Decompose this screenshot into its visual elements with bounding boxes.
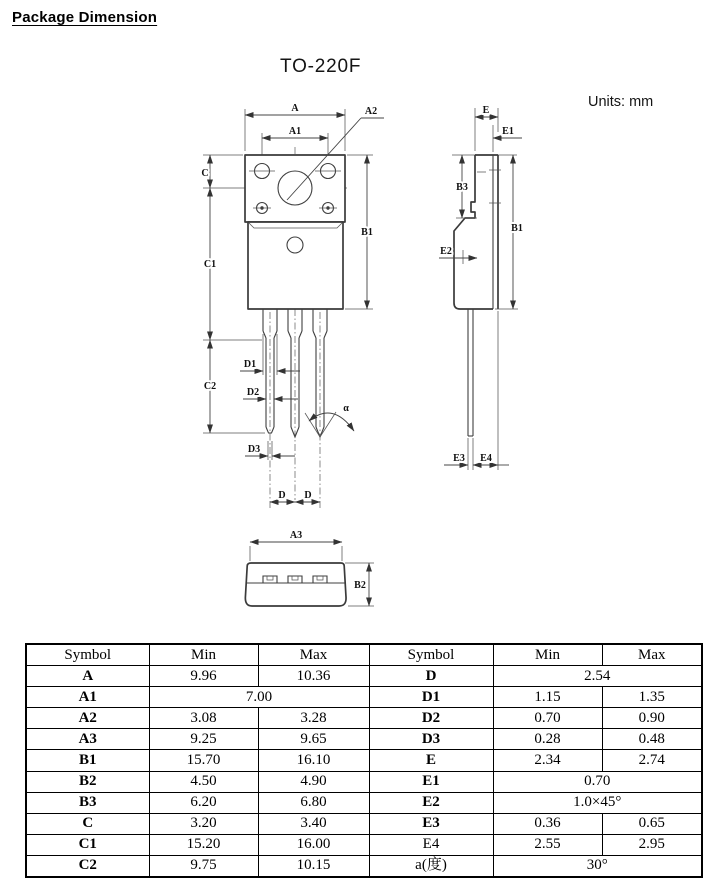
value-cell: 10.15 — [258, 855, 369, 877]
value-cell: 1.15 — [493, 687, 602, 708]
dim-label-d2: D2 — [246, 387, 260, 398]
symbol-cell: D — [369, 666, 493, 687]
symbol-cell: D2 — [369, 708, 493, 729]
dim-label-a2: A2 — [364, 106, 378, 117]
package-name-title: TO-220F — [280, 56, 362, 77]
dim-label-e4: E4 — [480, 453, 492, 464]
dim-label-c1: C1 — [203, 259, 217, 270]
bottom-package-outline — [245, 563, 346, 606]
value-cell: 0.28 — [493, 729, 602, 750]
value-cell: 15.70 — [149, 750, 258, 771]
bottom-view-drawing — [245, 530, 374, 606]
symbol-cell: E4 — [369, 834, 493, 855]
dim-label-a1: A1 — [288, 126, 302, 137]
value-cell: 15.20 — [149, 834, 258, 855]
symbol-cell: E1 — [369, 771, 493, 792]
dim-label-a3: A3 — [289, 530, 303, 541]
value-cell: 4.90 — [258, 771, 369, 792]
table-row — [26, 729, 702, 750]
header-max-right: Max — [602, 644, 702, 666]
table-row — [26, 708, 702, 729]
value-cell: 2.34 — [493, 750, 602, 771]
value-cell: 6.20 — [149, 792, 258, 813]
value-cell: 3.28 — [258, 708, 369, 729]
table-row — [26, 750, 702, 771]
symbol-cell: A1 — [26, 687, 149, 708]
value-cell: 0.70 — [493, 771, 702, 792]
page-title: Package Dimension — [12, 9, 158, 26]
symbol-cell: E2 — [369, 792, 493, 813]
symbol-cell: B3 — [26, 792, 149, 813]
front-package-outline — [203, 133, 347, 500]
value-cell: 0.36 — [493, 813, 602, 834]
dim-label-e2: E2 — [440, 246, 452, 257]
value-cell: 1.0×45° — [493, 792, 702, 813]
symbol-cell: A2 — [26, 708, 149, 729]
symbol-cell: E — [369, 750, 493, 771]
value-cell: 4.50 — [149, 771, 258, 792]
value-cell: 2.74 — [602, 750, 702, 771]
symbol-cell: D1 — [369, 687, 493, 708]
dim-label-d-right: D — [304, 490, 312, 501]
table-header-row — [26, 644, 702, 666]
table-row — [26, 666, 702, 687]
symbol-cell: C1 — [26, 834, 149, 855]
dim-label-c: C — [201, 168, 209, 179]
header-min-right: Min — [493, 644, 602, 666]
symbol-cell: B1 — [26, 750, 149, 771]
dim-label-b1-front: B1 — [361, 227, 373, 238]
value-cell: 10.36 — [258, 666, 369, 687]
value-cell: 2.95 — [602, 834, 702, 855]
value-cell: 9.25 — [149, 729, 258, 750]
value-cell: 9.75 — [149, 855, 258, 877]
table-row — [26, 813, 702, 834]
table-row — [26, 834, 702, 855]
dim-label-a: A — [291, 103, 299, 114]
dim-label-b2: B2 — [354, 580, 366, 591]
value-cell: 0.90 — [602, 708, 702, 729]
side-view-drawing — [439, 105, 523, 470]
value-cell: 6.80 — [258, 792, 369, 813]
value-cell: 16.10 — [258, 750, 369, 771]
table-row — [26, 855, 702, 877]
value-cell: 3.08 — [149, 708, 258, 729]
symbol-cell: A — [26, 666, 149, 687]
value-cell: 30° — [493, 855, 702, 877]
value-cell: 3.40 — [258, 813, 369, 834]
value-cell: 7.00 — [149, 687, 369, 708]
dim-label-d3: D3 — [247, 444, 261, 455]
value-cell: 9.65 — [258, 729, 369, 750]
symbol-cell: A3 — [26, 729, 149, 750]
value-cell: 2.55 — [493, 834, 602, 855]
dim-label-alpha: α — [343, 403, 349, 414]
header-max-left: Max — [258, 644, 369, 666]
dim-label-e3: E3 — [453, 453, 465, 464]
dim-label-b1-side: B1 — [511, 223, 523, 234]
symbol-cell: C — [26, 813, 149, 834]
package-drawing — [0, 85, 725, 630]
dim-label-b3: B3 — [456, 182, 468, 193]
header-min-left: Min — [149, 644, 258, 666]
dimension-table — [25, 643, 703, 878]
front-view-drawing — [201, 103, 384, 508]
dim-label-d1: D1 — [243, 359, 257, 370]
header-symbol-left: Symbol — [26, 644, 149, 666]
symbol-cell: E3 — [369, 813, 493, 834]
value-cell: 2.54 — [493, 666, 702, 687]
value-cell: 0.70 — [493, 708, 602, 729]
symbol-cell: B2 — [26, 771, 149, 792]
side-dimensions — [439, 105, 523, 470]
value-cell: 1.35 — [602, 687, 702, 708]
dim-label-c2: C2 — [203, 381, 217, 392]
dim-label-e: E — [482, 105, 490, 116]
value-cell: 3.20 — [149, 813, 258, 834]
value-cell: 0.65 — [602, 813, 702, 834]
symbol-cell: C2 — [26, 855, 149, 877]
header-symbol-right: Symbol — [369, 644, 493, 666]
table-row — [26, 771, 702, 792]
table-row — [26, 792, 702, 813]
dim-label-d-left: D — [278, 490, 286, 501]
value-cell: 9.96 — [149, 666, 258, 687]
table-row — [26, 687, 702, 708]
value-cell: 16.00 — [258, 834, 369, 855]
value-cell: 0.48 — [602, 729, 702, 750]
units-label: Units: mm — [588, 94, 654, 110]
symbol-cell: D3 — [369, 729, 493, 750]
dim-label-e1: E1 — [502, 126, 514, 137]
symbol-cell: a(度) — [369, 855, 493, 877]
